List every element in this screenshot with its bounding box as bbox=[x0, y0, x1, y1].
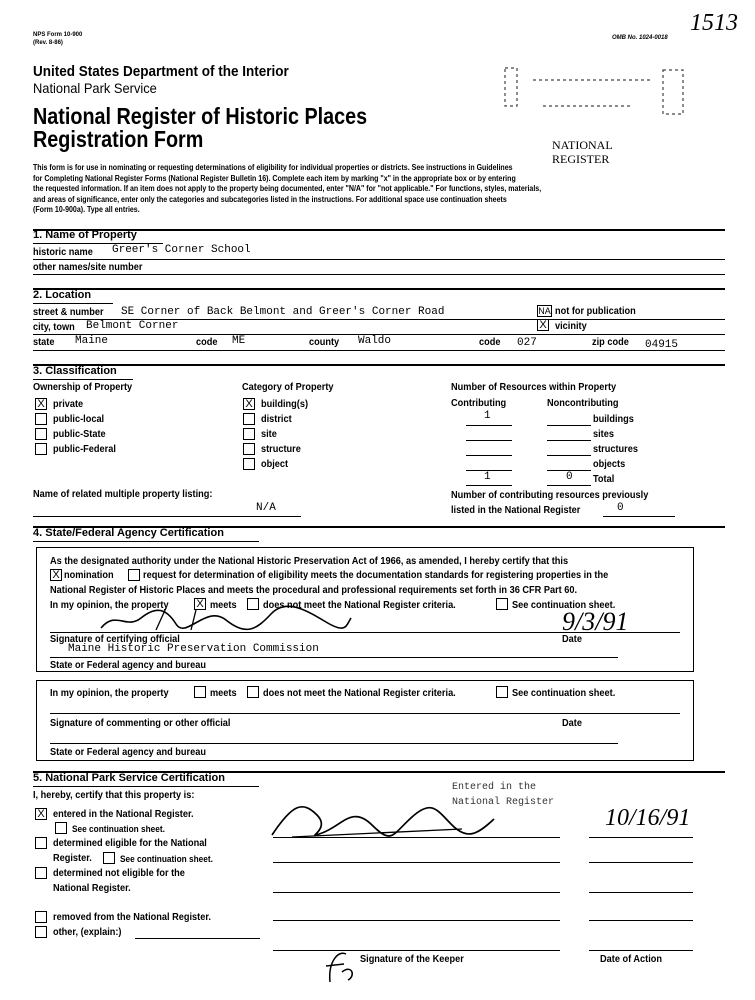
category-object-checkbox[interactable] bbox=[243, 458, 255, 470]
category-structure-checkbox[interactable] bbox=[243, 443, 255, 455]
zip-code-field[interactable]: 04915 bbox=[645, 339, 679, 351]
category-structure-label: structure bbox=[261, 444, 301, 455]
field-line bbox=[466, 485, 512, 486]
section-divider bbox=[33, 288, 725, 290]
category-building-label: building(s) bbox=[261, 399, 309, 410]
ownership-heading: Ownership of Property bbox=[33, 382, 133, 393]
certifying-agency-field[interactable]: Maine Historic Preservation Commission bbox=[68, 643, 319, 655]
field-line bbox=[33, 259, 725, 260]
vicinity-label: vicinity bbox=[555, 321, 587, 332]
section-1-title: 1. Name of Property bbox=[33, 229, 137, 241]
county-label: county bbox=[309, 337, 340, 348]
meets-criteria-checkbox[interactable]: X bbox=[194, 598, 206, 610]
section-2-title: 2. Location bbox=[33, 289, 92, 301]
see-continuation-b-label: See continuation sheet. bbox=[120, 854, 213, 864]
determined-not-eligible-checkbox[interactable] bbox=[35, 867, 47, 879]
instructions-paragraph bbox=[33, 163, 733, 216]
category-district-label: district bbox=[261, 414, 292, 425]
related-listing-label: Name of related multiple property listing: bbox=[33, 489, 213, 500]
see-continuation-a-label: See continuation sheet. bbox=[72, 824, 165, 834]
see-continuation-2-label: See continuation sheet. bbox=[512, 688, 616, 699]
meets-criteria-label: meets bbox=[210, 600, 237, 611]
department-name: United States Department of the Interior bbox=[33, 63, 289, 80]
contributing-total-count[interactable]: 1 bbox=[484, 471, 491, 483]
section-divider bbox=[33, 364, 725, 366]
determined-not-eligible-label-2: National Register. bbox=[53, 883, 131, 894]
noncontributing-heading: Noncontributing bbox=[547, 398, 619, 409]
form-revision: (Rev. 8-86) bbox=[33, 40, 63, 46]
date-of-action-label: Date of Action bbox=[600, 954, 663, 965]
certifying-official-signature bbox=[96, 600, 356, 636]
form-title-line2: Registration Form bbox=[33, 126, 204, 152]
resources-sites-label: sites bbox=[593, 429, 614, 440]
date-line bbox=[589, 862, 693, 863]
field-line bbox=[547, 485, 591, 486]
ownership-public-federal-checkbox[interactable] bbox=[35, 443, 47, 455]
date-line bbox=[589, 950, 693, 951]
certify-statement: I, hereby, certify that this property is: bbox=[33, 790, 195, 801]
opinion-label: In my opinion, the property bbox=[50, 600, 169, 611]
field-line bbox=[547, 455, 591, 456]
section-title-underline bbox=[33, 379, 133, 380]
certifying-agency-label: State or Federal agency and bureau bbox=[50, 660, 206, 671]
state-field[interactable]: Maine bbox=[75, 335, 109, 347]
signature-line bbox=[273, 892, 560, 893]
does-not-meet-2-checkbox[interactable] bbox=[247, 686, 259, 698]
certification-statement-line1: As the designated authority under the National Historic Preservation Act of 1966, as amended, I hereby certify that this bbox=[50, 556, 569, 567]
certification-statement-line3: National Register of Historic Places and meets the procedural and professional requirements set forth in 36 CFR Part 60. bbox=[50, 585, 578, 596]
category-building-checkbox[interactable]: X bbox=[243, 398, 255, 410]
signature-line bbox=[273, 862, 560, 863]
category-object-label: object bbox=[261, 459, 289, 470]
ownership-public-federal-label: public-Federal bbox=[53, 444, 116, 455]
street-number-label: street & number bbox=[33, 307, 104, 318]
field-line bbox=[603, 516, 675, 517]
other-checkbox[interactable] bbox=[35, 926, 47, 938]
section-4-title: 4. State/Federal Agency Certification bbox=[33, 527, 224, 539]
does-not-meet-label: does not meet the National Register criteria. bbox=[263, 600, 456, 611]
signature-line bbox=[273, 837, 560, 838]
resources-heading: Number of Resources within Property bbox=[451, 382, 617, 393]
keeper-signature-label: Signature of the Keeper bbox=[360, 954, 464, 965]
ownership-private-checkbox[interactable]: X bbox=[35, 398, 47, 410]
previously-listed-label-2: listed in the National Register bbox=[451, 505, 581, 516]
omb-number: OMB No. 1024-0018 bbox=[612, 35, 668, 41]
entered-note-line2: National Register bbox=[452, 797, 555, 808]
see-continuation-b-checkbox[interactable] bbox=[103, 852, 115, 864]
meets-criteria-2-checkbox[interactable] bbox=[194, 686, 206, 698]
signature-line bbox=[50, 657, 618, 658]
category-site-label: site bbox=[261, 429, 277, 440]
contributing-buildings-count[interactable]: 1 bbox=[484, 410, 491, 422]
field-line bbox=[135, 938, 260, 939]
field-line bbox=[466, 425, 512, 426]
resources-objects-label: objects bbox=[593, 459, 626, 470]
county-code-label: code bbox=[479, 337, 501, 348]
removed-label: removed from the National Register. bbox=[53, 912, 211, 923]
stamp-text-national: NATIONAL bbox=[552, 138, 613, 152]
received-stamp bbox=[503, 66, 686, 124]
determined-eligible-label-2: Register. bbox=[53, 853, 92, 864]
received-stamp-graphic bbox=[503, 66, 686, 124]
removed-checkbox[interactable] bbox=[35, 911, 47, 923]
resources-structures-label: structures bbox=[593, 444, 638, 455]
signature-line bbox=[50, 632, 680, 633]
state-code-label: code bbox=[196, 337, 218, 348]
county-field[interactable]: Waldo bbox=[358, 335, 392, 347]
date-line bbox=[589, 837, 693, 838]
reference-number: 1513 bbox=[690, 10, 738, 36]
intro-line: and areas of significance, enter only the categories and subcategories listed in the instructions. For additional space use continuation sheets bbox=[33, 194, 507, 204]
certification-date-label: Date bbox=[562, 634, 582, 645]
intro-line: (Form 10-900a). Type all entries. bbox=[33, 205, 140, 214]
meets-criteria-2-label: meets bbox=[210, 688, 237, 699]
city-town-field[interactable]: Belmont Corner bbox=[86, 320, 179, 332]
ownership-public-state-label: public-State bbox=[53, 429, 106, 440]
stamp-text-register: REGISTER bbox=[552, 152, 610, 166]
state-code-field[interactable]: ME bbox=[232, 335, 246, 347]
category-heading: Category of Property bbox=[242, 382, 334, 393]
field-line bbox=[547, 440, 591, 441]
entered-note-line1: Entered in the bbox=[452, 782, 537, 793]
keeper-initials bbox=[322, 942, 362, 992]
entered-in-register-checkbox[interactable]: X bbox=[35, 808, 47, 820]
form-number: NPS Form 10-900 bbox=[33, 32, 83, 38]
field-line bbox=[547, 425, 591, 426]
certifying-official-label: Signature of certifying official bbox=[50, 634, 180, 645]
historic-name-label: historic name bbox=[33, 247, 93, 258]
form-title-line1: National Register of Historic Places bbox=[33, 103, 368, 129]
ownership-public-local-label: public-local bbox=[53, 414, 105, 425]
not-for-publication-label: not for publication bbox=[555, 306, 636, 317]
eligibility-request-label: request for determination of eligibility meets the documentation standards for registering properties in the bbox=[143, 570, 609, 581]
not-for-publication-checkbox[interactable]: NA bbox=[538, 306, 551, 316]
city-town-label: city, town bbox=[33, 322, 75, 333]
section-3-title: 3. Classification bbox=[33, 365, 117, 377]
signature-line bbox=[50, 743, 618, 744]
zip-code-label: zip code bbox=[592, 337, 629, 348]
commenting-official-label: Signature of commenting or other official bbox=[50, 718, 231, 729]
category-site-checkbox[interactable] bbox=[243, 428, 255, 440]
related-listing-field[interactable]: N/A bbox=[256, 502, 276, 514]
contributing-heading: Contributing bbox=[451, 398, 507, 409]
field-line bbox=[33, 350, 725, 351]
section-title-underline bbox=[33, 541, 259, 542]
ownership-private-label: private bbox=[53, 399, 84, 410]
see-continuation-checkbox[interactable] bbox=[496, 598, 508, 610]
date-line bbox=[589, 892, 693, 893]
signature-line bbox=[273, 920, 560, 921]
historic-name-field[interactable]: Greer's Corner School bbox=[112, 244, 251, 256]
nomination-label: nomination bbox=[64, 570, 114, 581]
entered-in-register-label: entered in the National Register. bbox=[53, 809, 194, 820]
field-line bbox=[33, 516, 301, 517]
ownership-public-state-checkbox[interactable] bbox=[35, 428, 47, 440]
field-line bbox=[466, 440, 512, 441]
section-title-underline bbox=[33, 303, 113, 304]
section-5-title: 5. National Park Service Certification bbox=[33, 772, 225, 784]
resources-buildings-label: buildings bbox=[593, 414, 634, 425]
determined-eligible-checkbox[interactable] bbox=[35, 837, 47, 849]
signature-line bbox=[50, 713, 680, 714]
other-label: other, (explain:) bbox=[53, 927, 122, 938]
field-line bbox=[33, 274, 725, 275]
noncontributing-total-count[interactable]: 0 bbox=[566, 471, 573, 483]
determined-eligible-label: determined eligible for the National bbox=[53, 838, 207, 849]
see-continuation-a-checkbox[interactable] bbox=[55, 822, 67, 834]
date-of-action-field[interactable]: 10/16/91 bbox=[605, 805, 691, 831]
previously-listed-label: Number of contributing resources previously bbox=[451, 490, 649, 501]
field-line bbox=[466, 455, 512, 456]
resources-total-label: Total bbox=[593, 474, 615, 485]
signature-line bbox=[273, 950, 560, 951]
opinion2-label: In my opinion, the property bbox=[50, 688, 169, 699]
service-name: National Park Service bbox=[33, 80, 157, 96]
intro-line: This form is for use in nominating or requesting determinations of eligibility for individual properties or districts. See instructions in Guidelines bbox=[33, 163, 513, 172]
eligibility-request-checkbox[interactable] bbox=[128, 569, 140, 581]
vicinity-checkbox[interactable]: X bbox=[537, 319, 549, 331]
county-code-field[interactable]: 027 bbox=[517, 337, 537, 349]
previously-listed-count[interactable]: 0 bbox=[617, 502, 624, 514]
commenting-agency-label: State or Federal agency and bureau bbox=[50, 747, 206, 758]
state-label: state bbox=[33, 337, 55, 348]
street-number-field[interactable]: SE Corner of Back Belmont and Greer's Corner Road bbox=[121, 306, 445, 318]
intro-line: the requested information. If an item does not apply to the property being documented, enter "N/A" for "not applicable." For functions, styles, materials, bbox=[33, 184, 542, 193]
ownership-public-local-checkbox[interactable] bbox=[35, 413, 47, 425]
certification-date-field[interactable]: 9/3/91 bbox=[562, 607, 629, 636]
date-line bbox=[589, 920, 693, 921]
determined-not-eligible-label: determined not eligible for the bbox=[53, 868, 185, 879]
category-district-checkbox[interactable] bbox=[243, 413, 255, 425]
see-continuation-label: See continuation sheet. bbox=[512, 600, 616, 611]
does-not-meet-2-label: does not meet the National Register criteria. bbox=[263, 688, 456, 699]
other-names-label: other names/site number bbox=[33, 262, 143, 273]
section-title-underline bbox=[33, 786, 259, 787]
intro-line: for Completing National Register Forms (National Register Bulletin 16). Complete each item by marking "x" in the appropriate box or by entering bbox=[33, 173, 516, 183]
commenting-date-label: Date bbox=[562, 718, 582, 729]
see-continuation-2-checkbox[interactable] bbox=[496, 686, 508, 698]
nomination-checkbox[interactable]: X bbox=[50, 569, 62, 581]
